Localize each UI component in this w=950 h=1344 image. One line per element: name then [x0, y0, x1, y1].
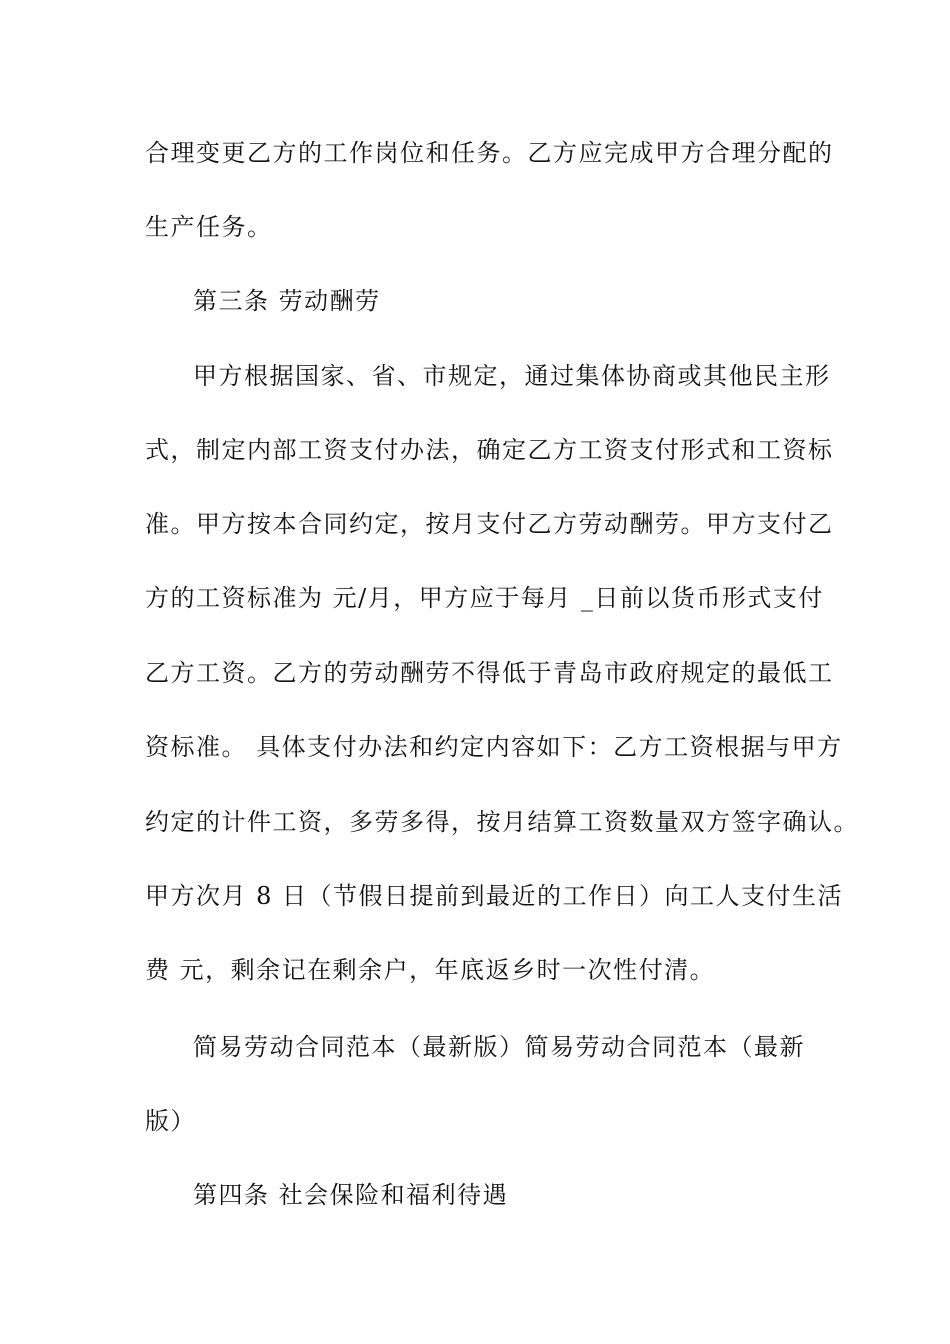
body-line: 乙方工资。乙方的劳动酬劳不得低于青岛市政府规定的最低工 [145, 659, 834, 687]
body-line: 甲方次月 8 日（节假日提前到最近的工作日）向工人支付生活 [145, 882, 844, 910]
body-line: 准。甲方按本合同约定，按月支付乙方劳动酬劳。甲方支付乙 [145, 510, 834, 538]
body-line: 合理变更乙方的工作岗位和任务。乙方应完成甲方合理分配的 [145, 139, 834, 167]
section-heading-4: 第四条 社会保险和福利待遇 [193, 1181, 509, 1209]
body-line: 约定的计件工资，多劳多得，按月结算工资数量双方签字确认。 [145, 808, 859, 836]
body-line: 式，制定内部工资支付办法，确定乙方工资支付形式和工资标 [145, 436, 834, 464]
body-line: 费 元，剩余记在剩余户，年底返乡时一次性付清。 [145, 956, 716, 984]
body-line: 资标准。 具体支付办法和约定内容如下：乙方工资根据与甲方 [145, 733, 843, 761]
body-line: 版） [145, 1107, 196, 1135]
body-line: 简易劳动合同范本（最新版）简易劳动合同范本（最新 [193, 1033, 805, 1061]
body-line: 甲方根据国家、省、市规定，通过集体协商或其他民主形 [193, 362, 831, 390]
body-line: 生产任务。 [145, 213, 273, 241]
section-heading-3: 第三条 劳动酬劳 [193, 287, 381, 315]
body-line: 方的工资标准为 元/月，甲方应于每月 _日前以货币形式支付 [145, 584, 824, 612]
